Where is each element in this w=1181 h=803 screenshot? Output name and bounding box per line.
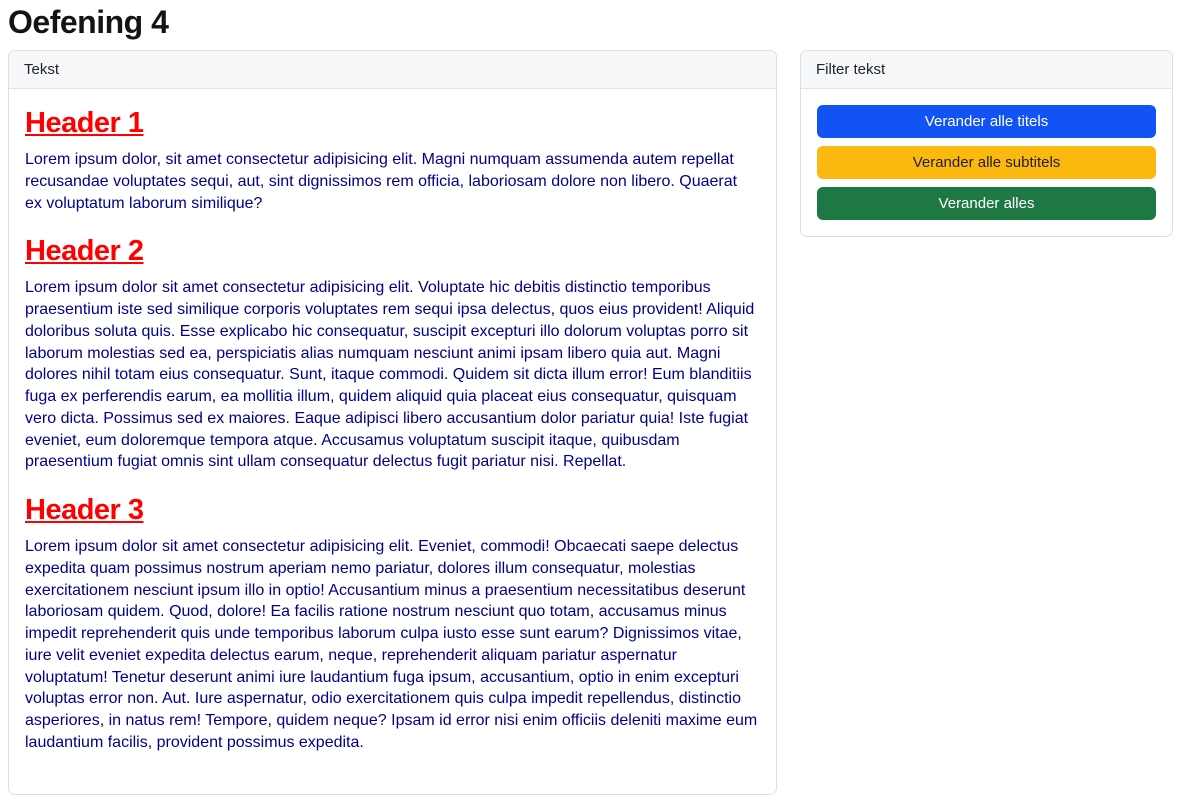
filter-card-header: Filter tekst xyxy=(801,51,1172,89)
text-card xyxy=(8,50,777,795)
section-heading-1: Header 1 xyxy=(25,107,144,139)
section-paragraph-2: Lorem ipsum dolor sit amet consectetur adipisicing elit. Voluptate hic debitis distinctio temporibus praesentium iste sed similique corporis voluptates rem sequi ipsa delectus, quos eius provident! Aliquid doloribus soluta quis. Esse explicabo hic consequatur, suscipit excepturi illo dolorum voluptas porro sit laborum molestias sed ea, perspiciatis alias numquam nesciunt animi ipsam libero quia aut. Magni dolores nihil totam eius consequatur. Sunt, itaque commodi. Quidem sit dicta illum error! Eum blanditiis fuga ex perferendis earum, ea mollitia illum, quidem aliquid quia placeat eius consequatur, quisquam vero dicta. Possimus sed ex maiores. Eaque adipisci libero accusantium dolor pariatur quia! Iste fugiat eveniet, eum doloremque tempora atque. Accusamus voluptatum suscipit itaque, quibusdam praesentium fugiat omnis sint ullam consequatur delectus fugit pariatur nisi. Repellat. xyxy=(25,279,755,471)
change-everything-button[interactable]: Verander alles xyxy=(817,187,1156,220)
text-section-1 xyxy=(25,107,758,214)
filter-card-body xyxy=(801,89,1172,236)
filter-card xyxy=(800,50,1173,237)
text-section-3 xyxy=(25,494,758,754)
content-columns xyxy=(8,50,1173,795)
text-card-body xyxy=(9,89,776,794)
page-title: Oefening 4 xyxy=(8,4,169,40)
section-heading-2: Header 2 xyxy=(25,235,144,268)
text-card-header: Tekst xyxy=(9,51,776,89)
section-paragraph-1: Lorem ipsum dolor, sit amet consectetur adipisicing elit. Magni numquam assumenda autem repellat recusandae voluptates sequi, aut, sint dignissimos rem officia, laboriosam dolore non libero. Quaerat ex voluptatum laborum similique? xyxy=(25,151,738,212)
change-all-subtitles-button[interactable]: Verander alle subtitels xyxy=(817,146,1156,179)
section-heading-3: Header 3 xyxy=(25,494,144,526)
change-all-titles-button[interactable]: Verander alle titels xyxy=(817,105,1156,138)
section-paragraph-3: Lorem ipsum dolor sit amet consectetur adipisicing elit. Eveniet, commodi! Obcaecati saepe delectus expedita quam possimus nostrum aperiam nemo pariatur, dolores illum consequatur, molestias exercitationem nesciunt ipsum illo in optio! Accusantium minus a praesentium necessitatibus deserunt laboriosam quidem. Quod, dolore! Ea facilis ratione nostrum nesciunt quo totam, accusamus minus impedit reprehenderit quis unde temporibus laborum culpa iusto esse sunt earum? Dignissimos vitae, iure velit eveniet expedita delectus earum, neque, reprehenderit aliquam pariatur aspernatur voluptatum! Tenetur deserunt animi iure laudantium fuga ipsum, accusantium, optio in enim excepturi voluptas error non. Aut. Iure aspernatur, odio exercitationem quis culpa impedit repellendus, distinctio asperiores, in natus rem! Tempore, quidem neque? Ipsam id error nisi enim officiis deleniti maxime eum laudantium facilis, provident possimus expedita. xyxy=(25,538,758,751)
text-section-2 xyxy=(25,235,758,473)
